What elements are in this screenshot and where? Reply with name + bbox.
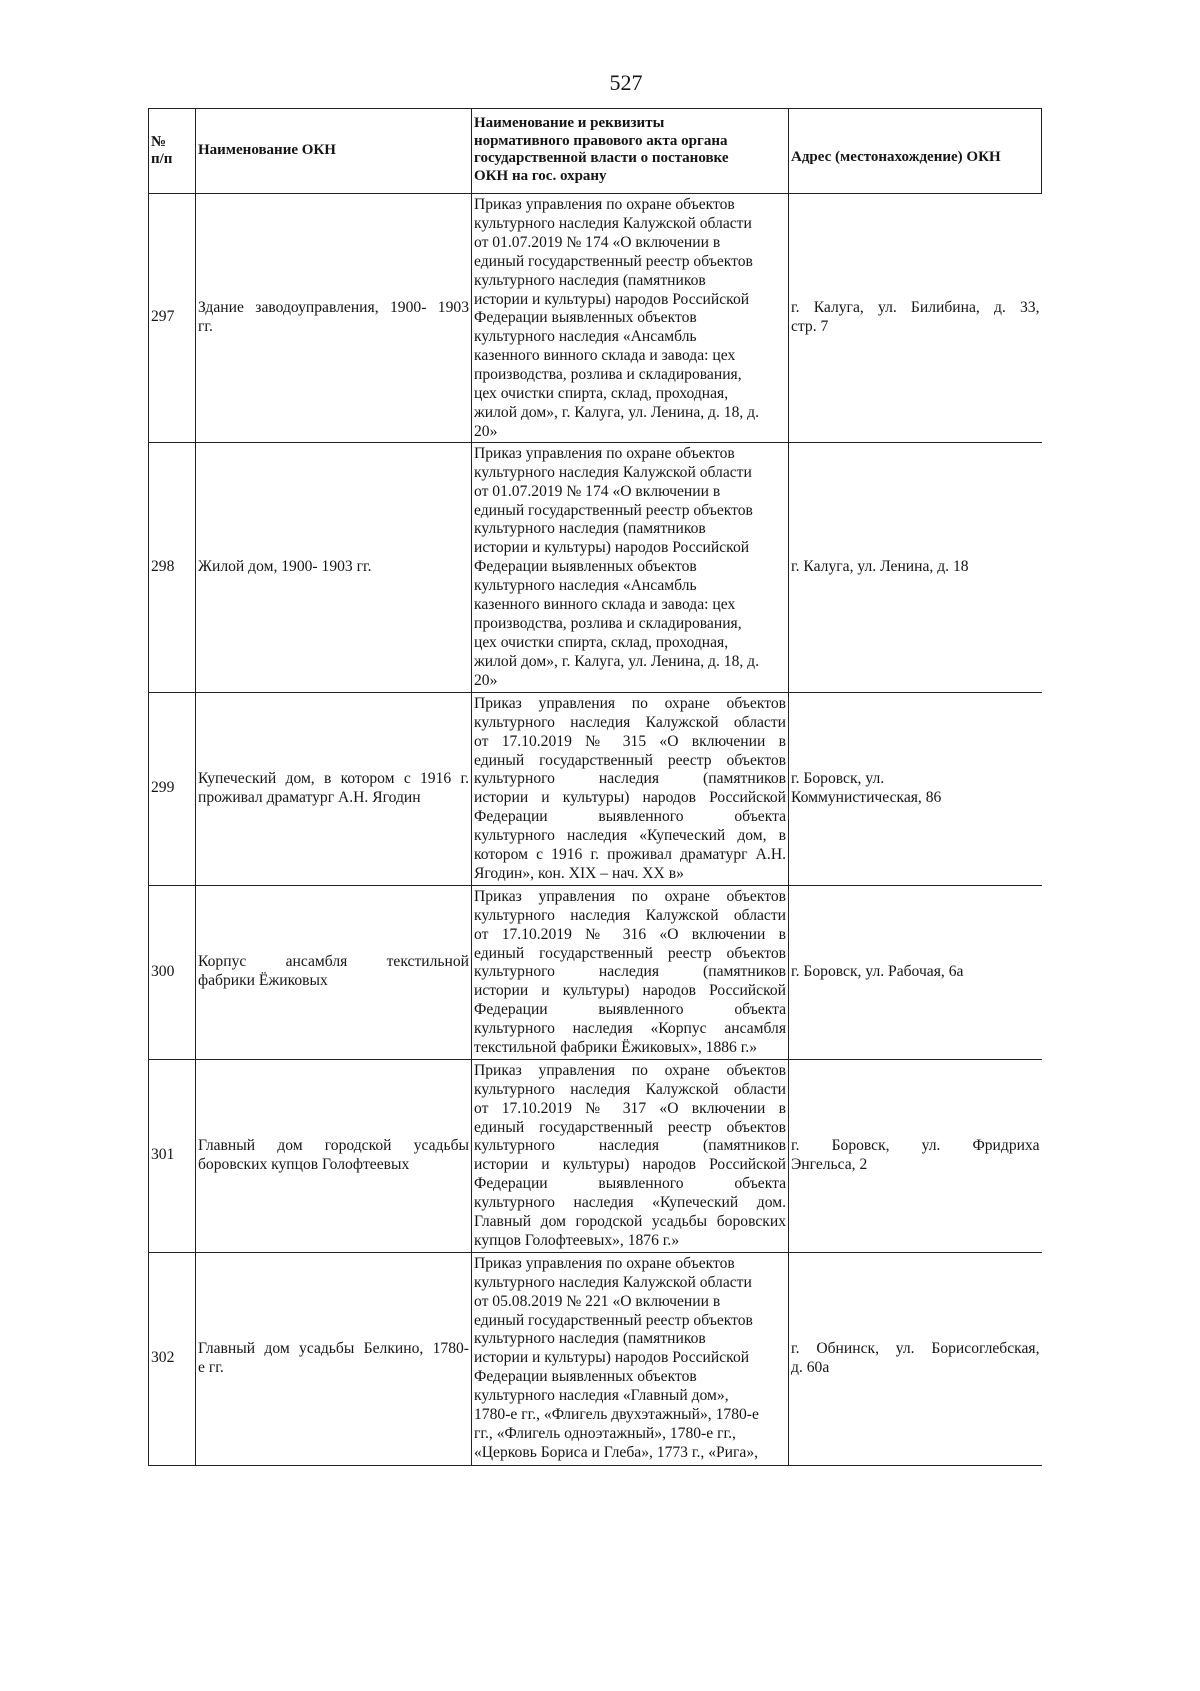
object-name-line: Главный дом городской усадьбы	[198, 1136, 469, 1154]
legal-act-line: казенного винного склада и завода: цех	[474, 596, 736, 614]
address-line: Энгельса, 2	[791, 1155, 868, 1173]
legal-act-line: культурного наследия (памятников	[474, 1330, 706, 1348]
object-name-line: е гг.	[198, 1358, 224, 1376]
legal-act-line: Главный дом городской усадьбы боровских	[474, 1213, 786, 1231]
address-line: г. Обнинск, ул. Борисоглебская,	[791, 1339, 1040, 1357]
legal-act-line: Приказ управления по охране объектов	[474, 444, 735, 462]
legal-act-line: культурного наследия (памятников	[474, 770, 786, 788]
table-row	[149, 194, 1042, 443]
legal-act-line: от 01.07.2019 № 174 «О включении в	[474, 233, 721, 251]
legal-act-line: культурного наследия «Главный дом»,	[474, 1387, 729, 1405]
legal-act-line: единый государственный реестр объектов	[474, 501, 753, 519]
legal-act-line: культурного наследия (памятников	[474, 963, 786, 981]
legal-act-line: Приказ управления по охране объектов	[474, 1061, 786, 1079]
address-cell	[789, 692, 1042, 885]
legal-act-line: Ягодин», кон. XIX – нач. XX в»	[474, 864, 684, 882]
legal-act-line: купцов Голофтеевых», 1876 г.»	[474, 1231, 680, 1249]
legal-act-cell	[472, 442, 789, 692]
legal-act-line: истории и культуры) народов Российской	[474, 1156, 786, 1174]
address-line: г. Калуга, ул. Ленина, д. 18	[791, 557, 969, 575]
legal-act-line: культурного наследия Калужской области	[474, 713, 786, 731]
legal-act-line: Федерации выявленного объекта	[474, 1001, 786, 1019]
legal-act-line: гг., «Флигель одноэтажный», 1780-е гг.,	[474, 1424, 736, 1442]
object-name-line: проживал драматург А.Н. Ягодин	[198, 788, 421, 806]
legal-act-line: культурного наследия Калужской области	[474, 1273, 752, 1291]
page-number: 527	[609, 70, 643, 95]
legal-act-line: производства, розлива и складирования,	[474, 366, 742, 384]
legal-act-line: истории и культуры) народов Российской	[474, 539, 750, 557]
legal-act-line: цех очистки спирта, склад, проходная,	[474, 385, 729, 403]
address-cell	[789, 885, 1042, 1059]
legal-act-line: Приказ управления по охране объектов	[474, 694, 786, 712]
legal-act-line: Федерации выявленного объекта	[474, 1175, 786, 1193]
row-number: 301	[149, 1059, 196, 1252]
header-number-line: п/п	[151, 151, 173, 167]
legal-act-cell	[472, 885, 789, 1059]
legal-act-line: Федерации выявленных объектов	[474, 1368, 697, 1386]
legal-act-cell	[472, 1252, 789, 1465]
object-name-line: Жилой дом, 1900- 1903 гг.	[198, 557, 372, 575]
okn-register-table	[148, 108, 1042, 1466]
object-name-line: боровских купцов Голофтеевых	[198, 1155, 410, 1173]
legal-act-line: культурного наследия «Ансамбль	[474, 577, 697, 595]
legal-act-cell	[472, 194, 789, 443]
address-cell	[789, 1059, 1042, 1252]
address-line: Коммунистическая, 86	[791, 788, 942, 806]
legal-act-line: культурного наследия «Ансамбль	[474, 328, 697, 346]
address-line: г. Боровск, ул. Рабочая, 6а	[791, 962, 964, 980]
legal-act-line: 20»	[474, 422, 498, 440]
legal-act-line: текстильной фабрики Ёжиковых», 1886 г.»	[474, 1039, 758, 1057]
legal-act-line: Приказ управления по охране объектов	[474, 196, 735, 213]
row-number: 297	[149, 194, 196, 443]
object-name-line: фабрики Ёжиковых	[198, 972, 328, 990]
legal-act-line: культурного наследия «Купеческий дом.	[474, 1194, 786, 1212]
header-legal-act-cell	[472, 109, 789, 194]
legal-act-line: истории и культуры) народов Российской	[474, 1349, 750, 1367]
legal-act-line: культурного наследия «Купеческий дом, в	[474, 827, 786, 845]
legal-act-line: жилой дом», г. Калуга, ул. Ленина, д. 18, д.	[474, 652, 760, 670]
object-name-line: Здание заводоуправления, 1900- 1903	[198, 298, 469, 316]
legal-act-cell	[472, 692, 789, 885]
address-line: г. Боровск, ул.	[791, 769, 885, 787]
row-number: 300	[149, 885, 196, 1059]
header-legal-act-line: государственной власти о постановке	[474, 150, 729, 166]
object-name-line: Главный дом усадьбы Белкино, 1780-	[198, 1339, 469, 1357]
legal-act-line: единый государственный реестр объектов	[474, 751, 786, 769]
object-name-line: гг.	[198, 317, 213, 335]
address-cell	[789, 1252, 1042, 1465]
object-name-cell	[196, 1252, 472, 1465]
object-name-cell	[196, 442, 472, 692]
row-number: 302	[149, 1252, 196, 1465]
legal-act-line: единый государственный реестр объектов	[474, 944, 786, 962]
legal-act-line: 20»	[474, 671, 498, 689]
legal-act-line: от 17.10.2019 № 315 «О включении в	[474, 732, 786, 750]
legal-act-line: Федерации выявленных объектов	[474, 309, 697, 327]
legal-act-line: от 01.07.2019 № 174 «О включении в	[474, 482, 721, 500]
legal-act-line: истории и культуры) народов Российской	[474, 290, 750, 308]
legal-act-line: культурного наследия (памятников	[474, 520, 706, 538]
header-number-cell	[149, 109, 196, 194]
address-cell	[789, 442, 1042, 692]
header-number-line: №	[151, 133, 167, 150]
header-legal-act-line: нормативного правового акта органа	[474, 132, 728, 149]
legal-act-line: единый государственный реестр объектов	[474, 1311, 753, 1329]
header-name-label: Наименование ОКН	[198, 142, 336, 159]
object-name-cell	[196, 194, 472, 443]
object-name-line: Купеческий дом, в котором с 1916 г.	[198, 769, 469, 787]
legal-act-line: цех очистки спирта, склад, проходная,	[474, 633, 729, 651]
address-line: д. 60а	[791, 1358, 830, 1376]
header-name-cell	[196, 109, 472, 194]
legal-act-line: от 05.08.2019 № 221 «О включении в	[474, 1292, 721, 1310]
legal-act-line: истории и культуры) народов Российской	[474, 982, 786, 1000]
header-row	[149, 109, 1042, 194]
table-header	[149, 109, 1042, 194]
legal-act-line: котором с 1916 г. проживал драматург А.Н.	[474, 846, 786, 864]
object-name-cell	[196, 885, 472, 1059]
legal-act-line: Приказ управления по охране объектов	[474, 1254, 735, 1272]
object-name-cell	[196, 1059, 472, 1252]
header-legal-act-line: Наименование и реквизиты	[474, 115, 665, 131]
table-row	[149, 692, 1042, 885]
legal-act-line: от 17.10.2019 № 317 «О включении в	[474, 1099, 786, 1117]
header-address-label: Адрес (местонахождение) ОКН	[791, 149, 1001, 166]
address-line: г. Калуга, ул. Билибина, д. 33,	[791, 298, 1040, 316]
legal-act-line: культурного наследия «Корпус ансамбля	[474, 1020, 786, 1038]
legal-act-line: от 17.10.2019 № 316 «О включении в	[474, 925, 786, 943]
object-name-line: Корпус ансамбля текстильной	[198, 953, 469, 971]
legal-act-line: культурного наследия (памятников	[474, 271, 706, 289]
legal-act-line: культурного наследия (памятников	[474, 1137, 786, 1155]
header-legal-act-line: ОКН на гос. охрану	[474, 167, 607, 184]
legal-act-line: истории и культуры) народов Российской	[474, 789, 786, 807]
legal-act-line: казенного винного склада и завода: цех	[474, 347, 736, 365]
legal-act-line: культурного наследия Калужской области	[474, 1080, 786, 1098]
table-body	[149, 194, 1042, 1466]
legal-act-line: Федерации выявленных объектов	[474, 558, 697, 576]
table-row	[149, 1059, 1042, 1252]
legal-act-cell	[472, 1059, 789, 1252]
legal-act-line: культурного наследия Калужской области	[474, 906, 786, 924]
legal-act-line: культурного наследия Калужской области	[474, 463, 752, 481]
table-row	[149, 885, 1042, 1059]
table-row	[149, 442, 1042, 692]
address-line: г. Боровск, ул. Фридриха	[791, 1136, 1040, 1154]
legal-act-line: единый государственный реестр объектов	[474, 1118, 786, 1136]
address-line: стр. 7	[791, 317, 829, 335]
legal-act-line: единый государственный реестр объектов	[474, 252, 753, 270]
legal-act-line: Федерации выявленного объекта	[474, 808, 786, 826]
legal-act-line: жилой дом», г. Калуга, ул. Ленина, д. 18, д.	[474, 403, 760, 421]
row-number: 299	[149, 692, 196, 885]
legal-act-line: 1780-е гг., «Флигель двухэтажный», 1780-е	[474, 1406, 759, 1424]
table-row	[149, 1252, 1042, 1465]
address-cell	[789, 194, 1042, 443]
object-name-cell	[196, 692, 472, 885]
header-address-cell	[789, 109, 1042, 194]
legal-act-line: Приказ управления по охране объектов	[474, 887, 786, 905]
legal-act-line: производства, розлива и складирования,	[474, 614, 742, 632]
row-number: 298	[149, 442, 196, 692]
legal-act-line: культурного наследия Калужской области	[474, 214, 752, 232]
legal-act-line: «Церковь Бориса и Глеба», 1773 г., «Рига»,	[474, 1443, 759, 1461]
